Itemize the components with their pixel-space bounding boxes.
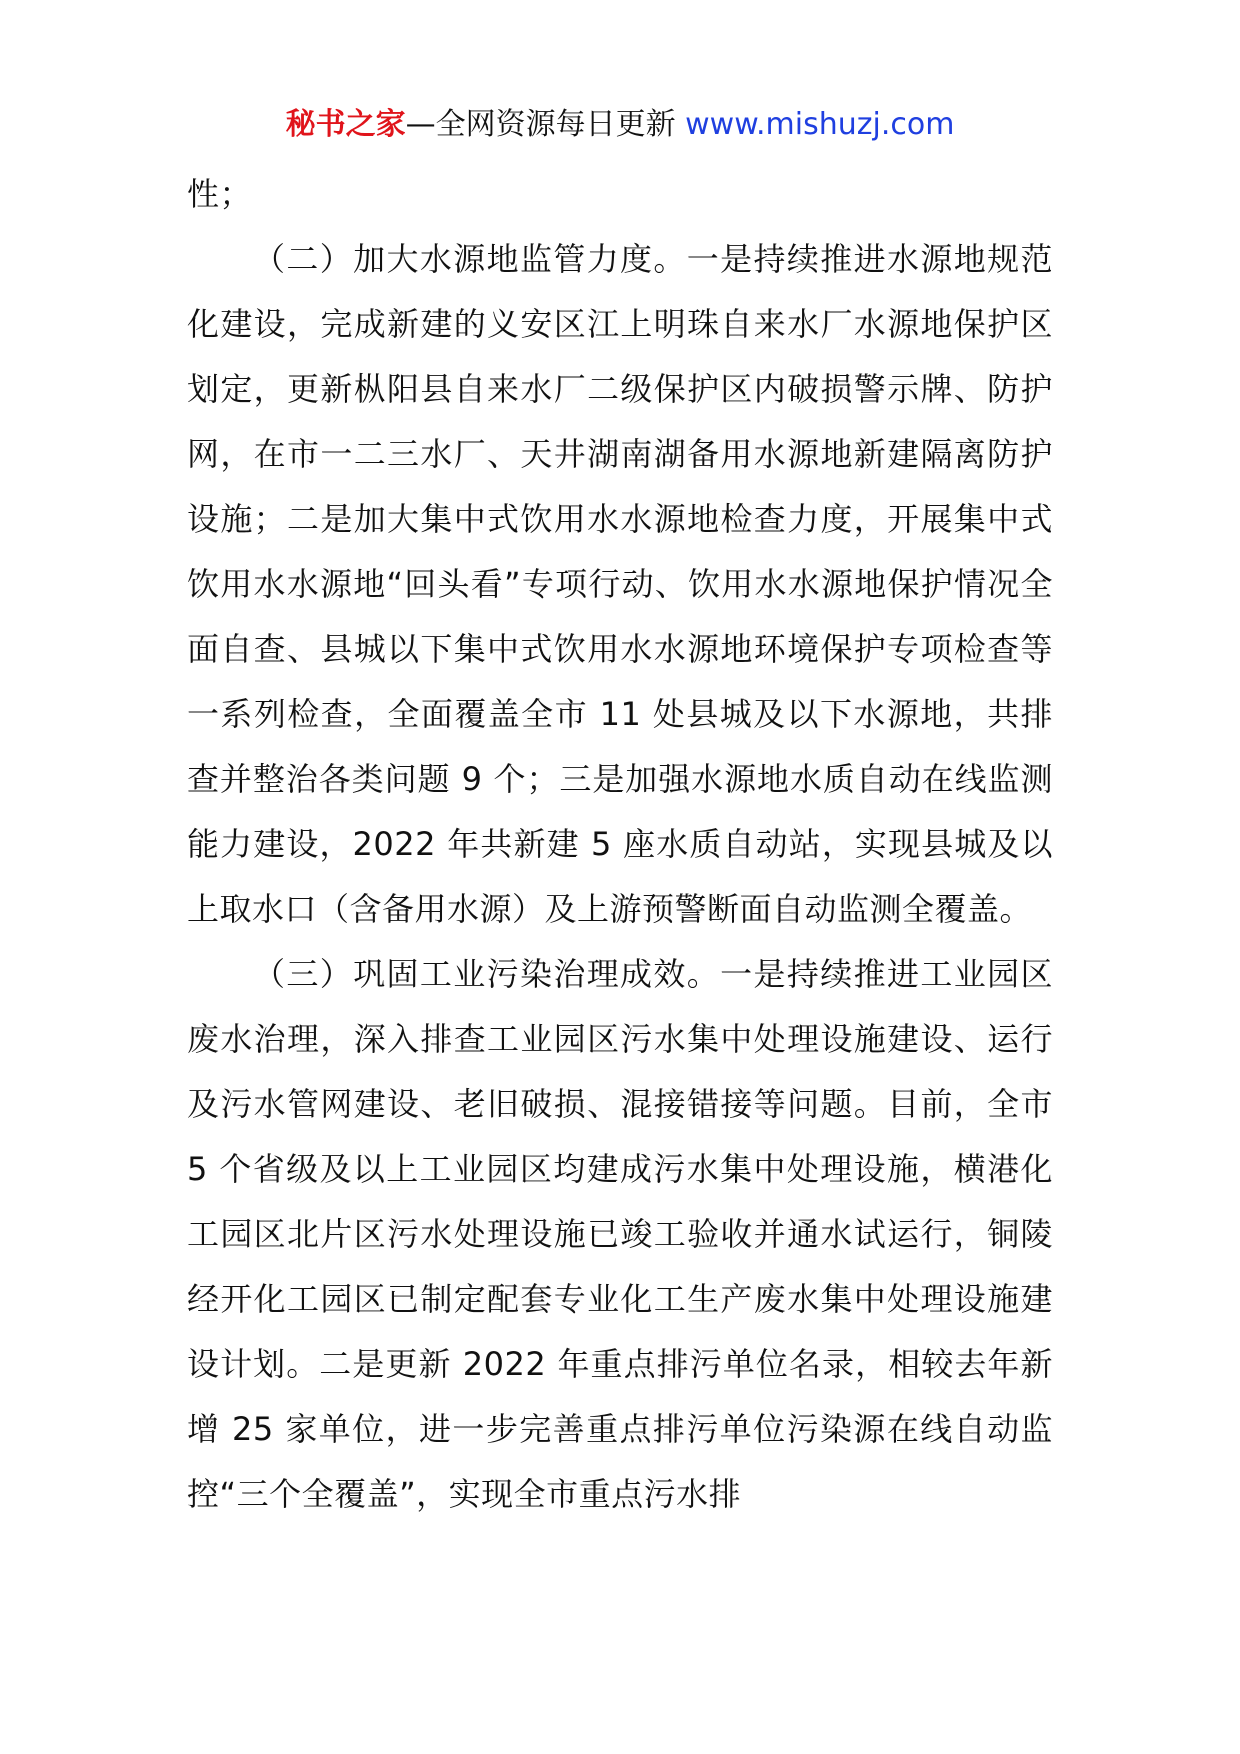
paragraph-section-2: （二）加大水源地监管力度。一是持续推进水源地规范化建设，完成新建的义安区江上明珠自来水厂水源地保护区划定，更新枞阳县自来水厂二级保护区内破损警示牌、防护网，在市一二三水厂、天井湖南湖备用水源地新建隔离防护设施；二是加大集中式饮用水水源地检查力度，开展集中式饮用水水源地“回头看”专项行动、饮用水水源地保护情况全面自查、县城以下集中式饮用水水源地环境保护专项检查等一系列检查，全面覆盖全市 11 处县城及以下水源地，共排查并整治各类问题 9 个；三是加强水源地水质自动在线监测能力建设，2022 年共新建 5 座水质自动站，实现县城及以上取水口（含备用水源）及上游预警断面自动监测全覆盖。: [187, 240, 1053, 928]
document-body: [187, 162, 1053, 1527]
paragraph-continuation: 性；: [187, 175, 253, 213]
site-brand: 秘书之家: [285, 107, 406, 142]
paragraph-section-3: （三）巩固工业污染治理成效。一是持续推进工业园区废水治理，深入排查工业园区污水集中处理设施建设、运行及污水管网建设、老旧破损、混接错接等问题。目前，全市 5 个省级及以上工业园区均建成污水集中处理设施，横港化工园区北片区污水处理设施已竣工验收并通水试运行，铜陵经开化工园区已制定配套专业化工生产废水集中处理设施建设计划。二是更新 2022 年重点排污单位名录，相较去年新增 25 家单位，进一步完善重点排污单位污染源在线自动监控“三个全覆盖”，实现全市重点污水排: [187, 955, 1053, 1513]
site-tagline: —全网资源每日更新: [405, 107, 676, 142]
site-url-link[interactable]: www.mishuzj.com: [685, 107, 955, 142]
site-header: [0, 100, 1240, 150]
